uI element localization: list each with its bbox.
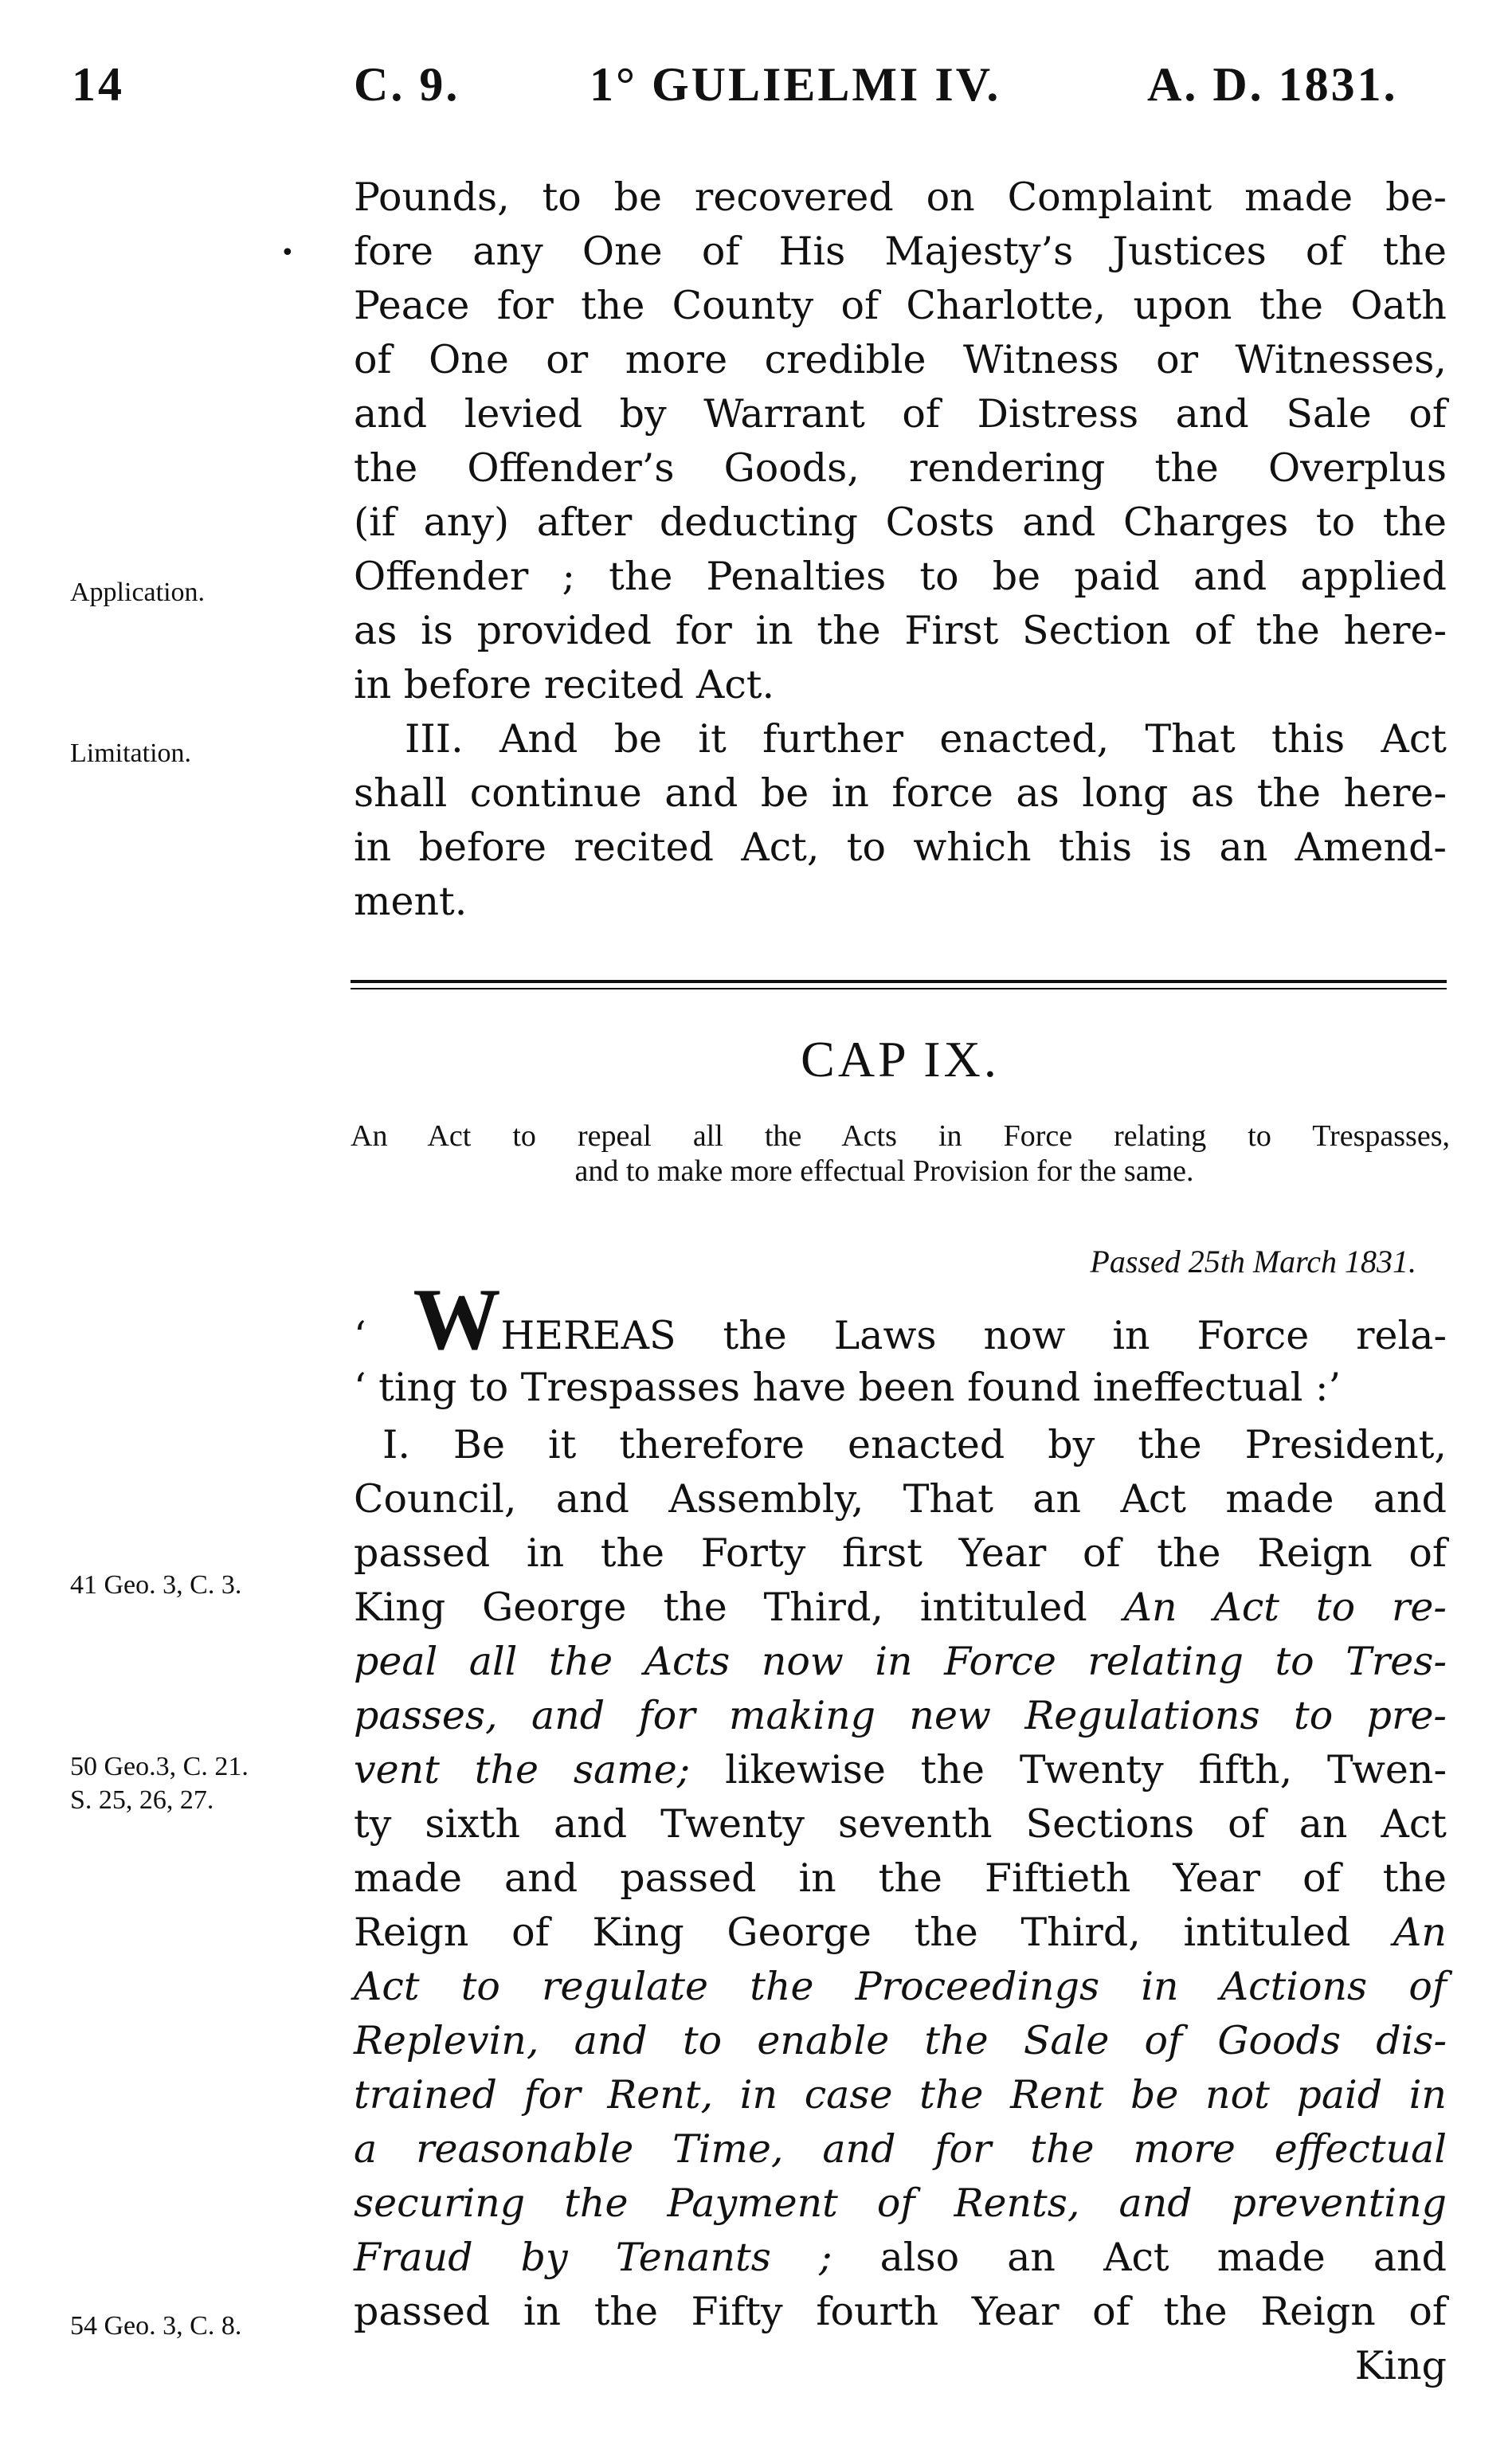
chapter-number: C. 9. [354, 58, 460, 111]
margin-note-application: Application. [70, 578, 206, 607]
margin-note-limitation: Limitation. [70, 739, 192, 768]
text-line: in before recited Act. [354, 662, 775, 707]
act-title-line: An Act to repeal all the Acts in Force relating to Trespasses, [351, 1119, 1450, 1153]
italic-run: An Act to re- [1123, 1585, 1447, 1630]
text-run: Reign of King George the Third, intituled [354, 1910, 1394, 1955]
text-line: made and passed in the Fiftieth Year of the [354, 1855, 1447, 1901]
section-divider-thin [351, 988, 1447, 989]
margin-ref-54-geo-3: 54 Geo. 3, C. 8. [70, 2311, 242, 2341]
text-line: III. And be it further enacted, That this Act [405, 716, 1447, 762]
italic-run: Act to regulate the Proceedings in Actions of [354, 1964, 1447, 2009]
text-line [354, 1906, 1447, 1960]
chapter-heading: CAP IX. [801, 1031, 1000, 1087]
text-run: also an Act made and [832, 2235, 1447, 2280]
running-header [0, 45, 1512, 124]
margin-ref-41-geo-3: 41 Geo. 3, C. 3. [70, 1570, 242, 1600]
passed-date: Passed 25th March 1831. [1090, 1244, 1416, 1279]
text-line: Offender ; the Penalties to be paid and applied [354, 554, 1447, 599]
text-line: ty sixth and Twenty seventh Sections of an Act [354, 1801, 1447, 1847]
drop-initial: W [413, 1271, 501, 1368]
regnal-year: 1° GULIELMI IV. [590, 58, 1001, 111]
text-line: fore any One of His Majesty’s Justices of the [354, 229, 1447, 274]
text-line: (if any) after deducting Costs and Charges to the [354, 500, 1447, 545]
preamble-rest: HEREAS the Laws now in Force rela- [500, 1313, 1447, 1358]
text-line: of One or more credible Witness or Witnesses, [354, 337, 1447, 382]
text-line [354, 2176, 1447, 2231]
section-two-text [354, 170, 1447, 712]
text-line [354, 1960, 1447, 2014]
text-line: and levied by Warrant of Distress and Sale of [354, 391, 1447, 437]
text-line: Pounds, to be recovered on Complaint made be- [354, 174, 1447, 220]
text-line: in before recited Act, to which this is an Amend- [354, 825, 1447, 870]
preamble-line [354, 1271, 1447, 1368]
text-line: passed in the Fifty fourth Year of the Reign of [354, 2289, 1447, 2334]
section-divider [351, 980, 1447, 983]
text-line [354, 1743, 1447, 1797]
text-run: likewise the Twenty fifth, Twen- [690, 1747, 1447, 1792]
section-three-text [354, 712, 1447, 929]
page-number: 14 [72, 58, 124, 111]
text-line: Council, and Assembly, That an Act made and [354, 1476, 1447, 1522]
stray-mark: • [280, 239, 295, 267]
text-line [354, 2068, 1447, 2122]
text-line [354, 2014, 1447, 2068]
preamble-text [354, 1271, 1447, 1415]
act-title [351, 1119, 1450, 1189]
italic-run: peal all the Acts now in Force relating to Tres- [354, 1639, 1447, 1684]
section-one-text [354, 1418, 1447, 2393]
italic-run: trained for Rent, in case the Rent be not paid in [354, 2072, 1447, 2118]
margin-ref-50-geo-3: 50 Geo.3, C. 21. [70, 1752, 249, 1781]
preamble-line: ‘ ting to Trespasses have been found ineffectual :’ [354, 1365, 1342, 1410]
text-line [354, 1581, 1447, 1635]
italic-run: a reasonable Time, and for the more effectual [354, 2126, 1447, 2172]
calendar-year: A. D. 1831. [1147, 58, 1398, 111]
italic-run: securing the Payment of Rents, and preventing [354, 2180, 1447, 2226]
italic-run: Fraud by Tenants ; [354, 2235, 832, 2280]
italic-run: vent the same; [354, 1747, 691, 1792]
opening-quote: ‘ [354, 1313, 366, 1358]
text-line [354, 1635, 1447, 1689]
catchword: King [1354, 2343, 1447, 2388]
text-line: as is provided for in the First Section of the here- [354, 608, 1447, 653]
text-line: the Offender’s Goods, rendering the Overplus [354, 445, 1447, 491]
act-title-line: and to make more effectual Provision for the same. [574, 1154, 1194, 1188]
margin-ref-sections: S. 25, 26, 27. [70, 1785, 214, 1815]
text-line: ment. [354, 879, 468, 924]
text-line [354, 1689, 1447, 1743]
italic-run: An [1393, 1910, 1447, 1955]
text-run: King George the Third, intituled [354, 1585, 1124, 1630]
italic-run: passes, and for making new Regulations to pre- [354, 1693, 1447, 1738]
text-line: shall continue and be in force as long as the here- [354, 770, 1447, 816]
text-line: I. Be it therefore enacted by the President, [382, 1422, 1447, 1467]
text-line: passed in the Forty first Year of the Reign of [354, 1530, 1447, 1576]
text-line: Peace for the County of Charlotte, upon the Oath [354, 283, 1447, 328]
text-line [354, 2122, 1447, 2176]
italic-run: Replevin, and to enable the Sale of Goods dis- [354, 2018, 1447, 2063]
text-line [354, 2231, 1447, 2285]
